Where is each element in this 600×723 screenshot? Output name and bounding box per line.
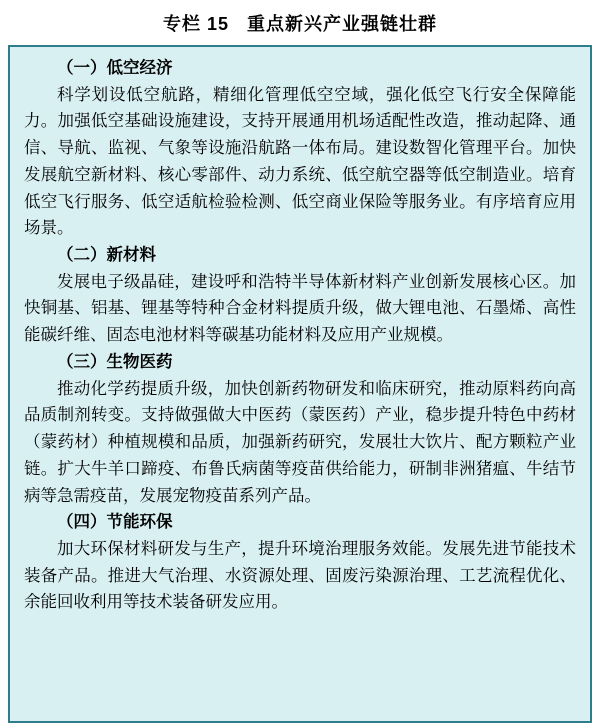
section-heading-3: （三）生物医药 (57, 352, 173, 371)
box-frame (8, 45, 592, 723)
section-body-2: 发展电子级晶硅，建设呼和浩特半导体新材料产业创新发展核心区。加快铜基、铝基、锂基等特种合金材料提质升级，做大锂电池、石墨烯、高性能碳纤维、固态电池材料等碳基功能材料及应用产业规模。 (24, 271, 576, 345)
box-title-text: 重点新兴产业强链壮群 (247, 14, 438, 34)
section-heading-4: （四）节能环保 (57, 513, 173, 532)
section-body-3: 推动化学药提质升级，加快创新药物研发和临床研究，推动原料药向高品质制剂转变。支持做强做大中医药（蒙医药）产业，稳步提升特色中药材（蒙药材）种植规模和品质，加强新药研究，发展壮大饮片、配方颗粒产业链。扩大牛羊口蹄疫、布鲁氏病菌等疫苗供给能力，研制非洲猪瘟、牛结节病等急需疫苗，发展宠物疫苗系列产品。 (24, 378, 576, 505)
section-heading-2: （二）新材料 (57, 246, 156, 265)
section-body-1: 科学划设低空航路，精细化管理低空空域，强化低空飞行安全保障能力。加强低空基础设施建设，支持开展通用机场适配性改造，推动起降、通信、导航、监视、气象等设施沿航路一体布局。建设数智化管理平台。加快发展航空新材料、核心零部件、动力系统、低空航空器等低空制造业。培育低空飞行服务、低空适航检验检测、低空商业保险等服务业。有序培育应用场景。 (24, 84, 576, 238)
section-body-4: 加大环保材料研发与生产，提升环境治理服务效能。发展先进节能技术装备产品。推进大气治理、水资源处理、固废污染源治理、工艺流程优化、余能回收利用等技术装备研发应用。 (24, 538, 576, 612)
box-title (0, 0, 600, 45)
box-title-number: 专栏 15 (162, 14, 230, 34)
section-heading-1: （一）低空经济 (57, 59, 173, 77)
